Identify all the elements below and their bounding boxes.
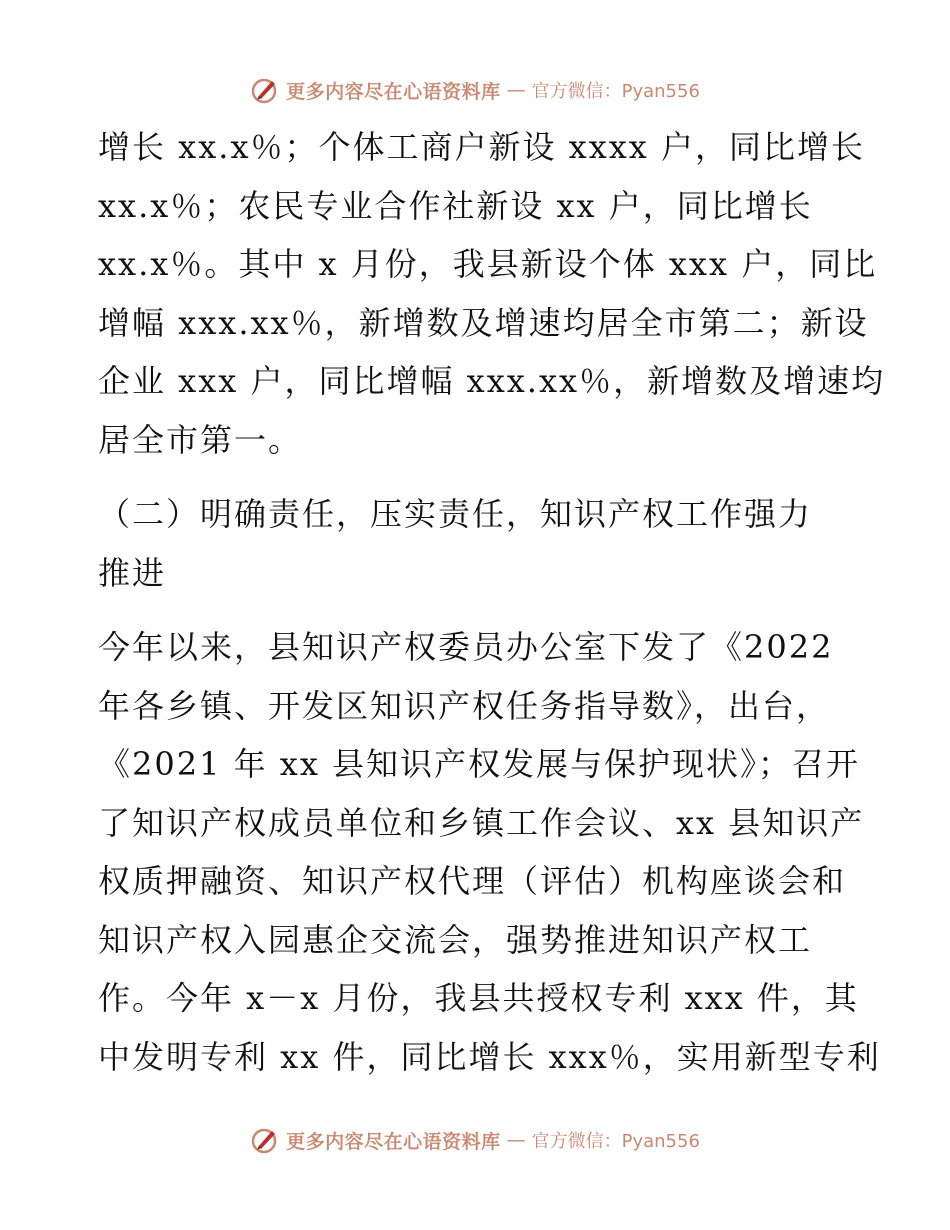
text-line: 知识产权入园惠企交流会，强势推进知识产权工 <box>98 920 813 959</box>
watermark-contact-text: 官方微信：Pyan556 <box>531 1131 700 1152</box>
watermark-contact-text: 官方微信：Pyan556 <box>531 81 700 102</box>
text-line: 了知识产权成员单位和乡镇工作会议、xx 县知识产 <box>98 803 865 842</box>
text-line: 增长 xx.x％；个体工商户新设 xxxx 户，同比增长 <box>98 128 866 166</box>
document-body <box>98 118 886 1086</box>
text-line: 中发明专利 xx 件，同比增长 xxx％，实用新型专利 <box>98 1037 881 1076</box>
footer-watermark <box>0 1120 950 1160</box>
text-line: xx.x％。其中 x 月份，我县新设个体 xxx 户，同比 <box>98 245 878 283</box>
text-line: 权质押融资、知识产权代理（评估）机构座谈会和 <box>98 862 847 900</box>
paragraph-ip-work <box>98 618 881 1086</box>
watermark-separator: — <box>506 79 526 101</box>
watermark-brand-text: 更多内容尽在心语资料库 <box>286 1130 501 1153</box>
text-line: 企业 xxx 户，同比增幅 xxx.xx％，新增数及增速均 <box>98 362 886 400</box>
text-line: 今年以来，县知识产权委员办公室下发了《2022 <box>98 628 834 666</box>
text-line: 增幅 xxx.xx％，新增数及增速均居全市第二；新设 <box>98 303 869 342</box>
watermark-separator: — <box>506 1129 526 1151</box>
header-watermark <box>0 70 950 110</box>
text-line: 《2021 年 xx 县知识产权发展与保护现状》；召开 <box>98 745 861 783</box>
section-heading <box>98 485 868 602</box>
paragraph-statistics <box>98 118 886 469</box>
text-line: xx.x％；农民专业合作社新设 xx 户，同比增长 <box>98 186 813 225</box>
watermark-brand-text: 更多内容尽在心语资料库 <box>286 80 501 103</box>
quill-pen-logo-icon <box>250 75 280 105</box>
text-line: 作。今年 x－x 月份，我县共授权专利 xxx 件，其 <box>98 979 859 1017</box>
text-line: 年各乡镇、开发区知识产权任务指导数》，出台， <box>98 686 831 725</box>
heading-line: 推进 <box>98 553 167 592</box>
text-line: 居全市第一。 <box>98 420 303 459</box>
heading-line: （二）明确责任，压实责任，知识产权工作强力 <box>98 495 813 533</box>
quill-pen-logo-icon <box>250 1125 280 1155</box>
